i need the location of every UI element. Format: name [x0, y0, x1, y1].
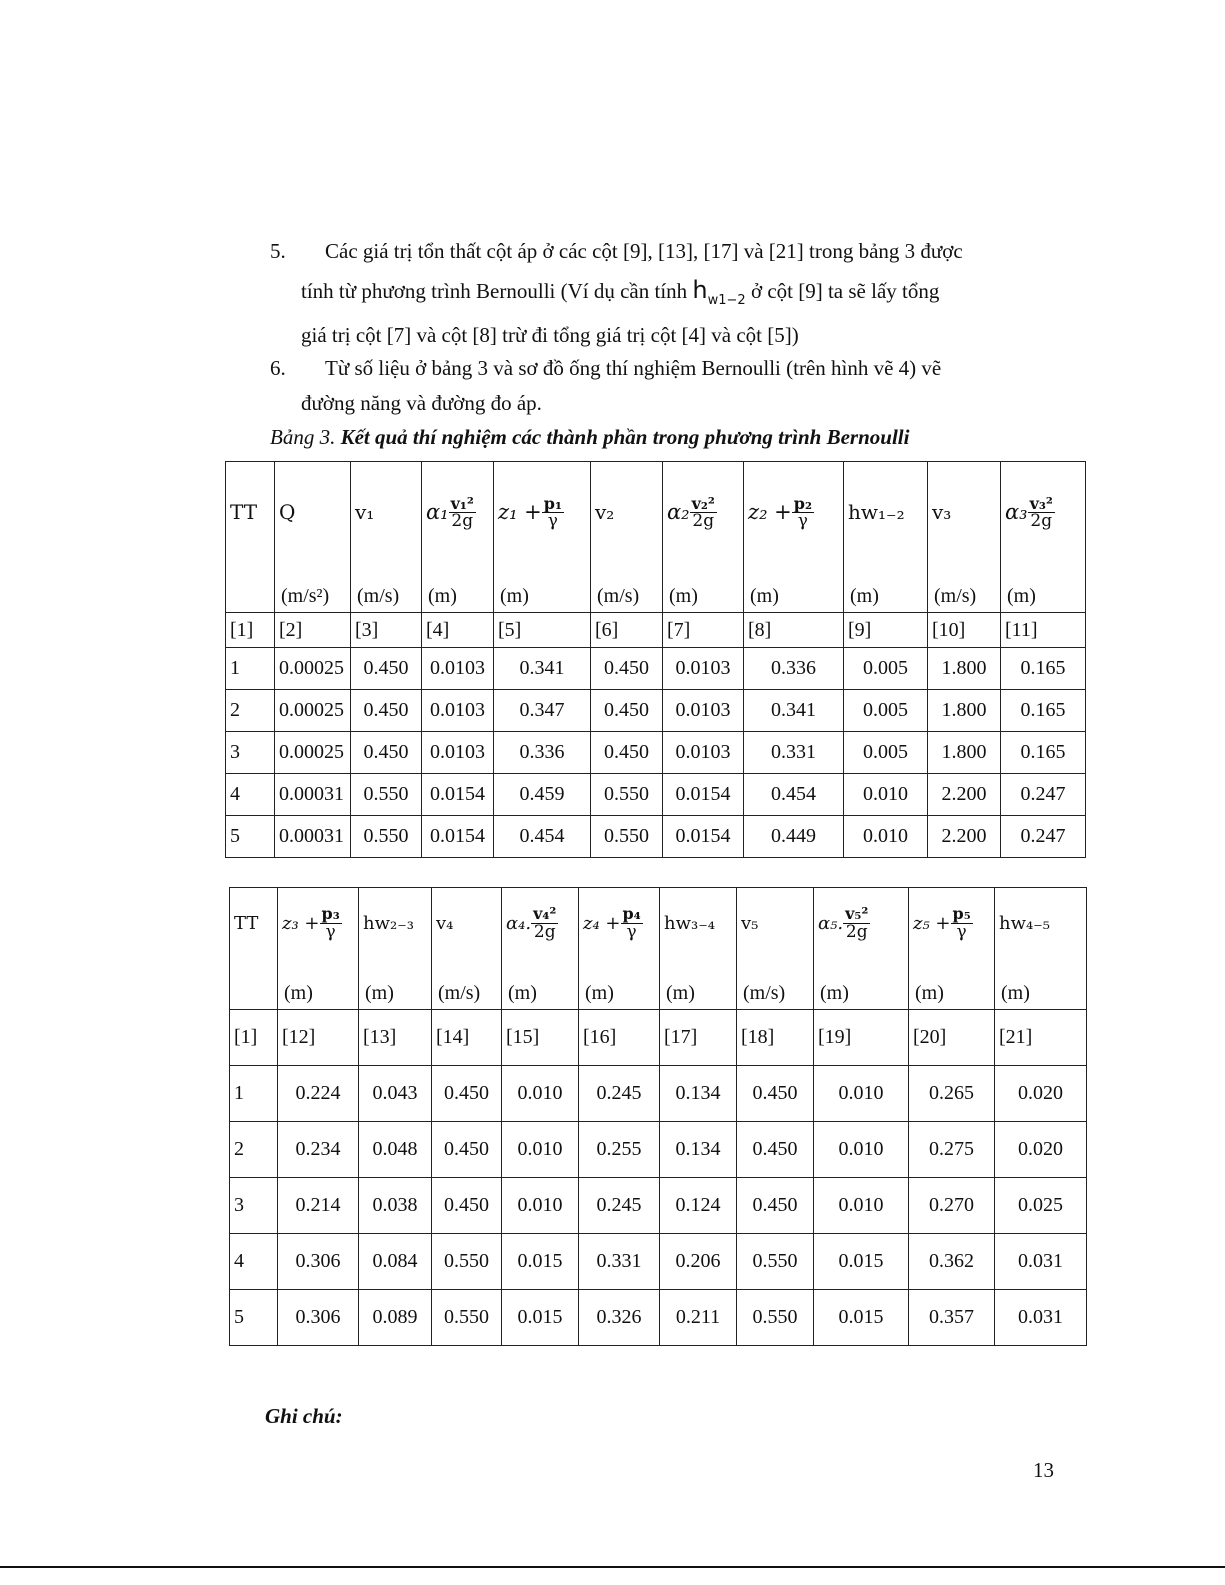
paragraph-5-line-1: Các giá trị tổn thất cột áp ở các cột [9], [13], [17] và [21] trong bảng 3 được: [325, 239, 963, 263]
table-cell: 0.336: [744, 648, 844, 690]
column-id-cell: [16]: [579, 1010, 660, 1066]
fraction: $\frac{\text{p₂}}{\gamma}$: [793, 493, 812, 532]
column-id-cell: [3]: [351, 613, 422, 648]
table-cell: 0.020: [995, 1066, 1087, 1122]
column-id-cell: [12]: [278, 1010, 359, 1066]
table-cell: 0.550: [351, 774, 422, 816]
table-cell: 0.031: [995, 1234, 1087, 1290]
table-cell: 0.245: [579, 1066, 660, 1122]
table-cell: 0.005: [844, 690, 928, 732]
column-id-cell: [5]: [494, 613, 591, 648]
caption-title: Kết quả thí nghiệm các thành phần trong phương trình Bernoulli: [340, 425, 910, 449]
table-cell: 0.270: [909, 1178, 995, 1234]
column-id-cell: [10]: [928, 613, 1001, 648]
paragraph-5-line-2-end: ở cột [9] ta sẽ lấy tổng: [745, 279, 940, 303]
table-cell: 0.214: [278, 1178, 359, 1234]
table-cell: 0.0103: [663, 648, 744, 690]
table-cell: 0.00025: [275, 648, 351, 690]
table-cell: 0.357: [909, 1290, 995, 1346]
table-cell: 0.454: [494, 816, 591, 858]
column-symbol: α₃ $\frac{\text{v₃²}}{2g}$: [1005, 493, 1053, 532]
table-cell: 0.031: [995, 1290, 1087, 1346]
column-id-cell: [20]: [909, 1010, 995, 1066]
column-symbol: TT: [230, 500, 258, 524]
column-symbol: z₂ + $\frac{\text{p₂}}{\gamma}$: [748, 493, 812, 532]
header-cell: [351, 462, 422, 613]
table-cell: 0.459: [494, 774, 591, 816]
table-cell: 3: [230, 1178, 278, 1234]
item-number: 6.: [270, 356, 286, 380]
table-cell: 1.800: [928, 732, 1001, 774]
table-cell: 0.015: [502, 1234, 579, 1290]
column-symbol: hw₂₋₃: [363, 913, 414, 934]
table-row: [230, 1290, 1087, 1346]
table-cell: 0.0103: [422, 648, 494, 690]
table-cell: 0.0154: [663, 774, 744, 816]
column-symbol: hw₁₋₂: [848, 500, 905, 524]
table-cell: 0.550: [432, 1234, 502, 1290]
table-cell: 0.550: [591, 774, 663, 816]
column-id-cell: [17]: [660, 1010, 737, 1066]
column-unit: (m): [500, 585, 529, 607]
table-cell: 0.234: [278, 1122, 359, 1178]
column-symbol: v₂: [595, 500, 615, 524]
table-cell: 0.0103: [663, 690, 744, 732]
fraction: $\frac{\text{v₂²}}{2g}$: [691, 493, 715, 532]
column-id-cell: [6]: [591, 613, 663, 648]
column-id-cell: [14]: [432, 1010, 502, 1066]
column-id-cell: [2]: [275, 613, 351, 648]
table-cell: 0.165: [1001, 732, 1086, 774]
column-unit: (m): [669, 585, 698, 607]
header-cell: [432, 888, 502, 1010]
column-symbol: hw₄₋₅: [999, 913, 1050, 934]
table-cell: 0.265: [909, 1066, 995, 1122]
table-cell: 0.245: [579, 1178, 660, 1234]
column-id-row: [226, 613, 1086, 648]
column-symbol: v₅: [741, 913, 759, 934]
table-cell: 0.00031: [275, 816, 351, 858]
table-cell: 1.800: [928, 648, 1001, 690]
header-row: [226, 462, 1086, 613]
note-label: Ghi chú:: [265, 1404, 343, 1428]
table-cell: 0.010: [844, 816, 928, 858]
column-symbol: Q: [279, 500, 296, 524]
table-cell: 5: [226, 816, 275, 858]
table-cell: 2.200: [928, 774, 1001, 816]
table-cell: 0.454: [744, 774, 844, 816]
table-cell: 2: [230, 1122, 278, 1178]
table-cell: 0.0154: [422, 774, 494, 816]
column-symbol: z₅ + $\frac{\text{p₅}}{\gamma}$: [913, 904, 971, 942]
column-unit: (m): [1001, 982, 1030, 1004]
page-number: 13: [1033, 1458, 1054, 1482]
table-cell: 0.341: [744, 690, 844, 732]
table-cell: 0.247: [1001, 816, 1086, 858]
table-cell: 5: [230, 1290, 278, 1346]
table-cell: 0.341: [494, 648, 591, 690]
table-row: [226, 732, 1086, 774]
column-id-cell: [19]: [814, 1010, 909, 1066]
caption-prefix: Bảng 3.: [270, 425, 341, 449]
header-cell: [359, 888, 432, 1010]
column-symbol: z₃ + $\frac{\text{p₃}}{\gamma}$: [282, 904, 340, 942]
header-cell: [230, 888, 278, 1010]
column-unit: (m): [915, 982, 944, 1004]
table-cell: 0.134: [660, 1066, 737, 1122]
header-cell: [737, 888, 814, 1010]
table-cell: 0.015: [814, 1290, 909, 1346]
fraction: $\frac{\text{v₅²}}{2g}$: [845, 904, 869, 942]
header-cell: [278, 888, 359, 1010]
column-symbol: z₄ + $\frac{\text{p₄}}{\gamma}$: [583, 904, 641, 942]
table-cell: 0.347: [494, 690, 591, 732]
table-cell: 0.010: [502, 1178, 579, 1234]
table-cell: 4: [226, 774, 275, 816]
table-cell: 0.0103: [663, 732, 744, 774]
table-cell: 0.255: [579, 1122, 660, 1178]
table-row: [230, 1234, 1087, 1290]
table-cell: 0.550: [737, 1234, 814, 1290]
table-cell: 0.450: [351, 732, 422, 774]
table-cell: 0.124: [660, 1178, 737, 1234]
column-id-cell: [8]: [744, 613, 844, 648]
table-row: [226, 690, 1086, 732]
fraction: $\frac{\text{p₃}}{\gamma}$: [321, 904, 340, 942]
table-cell: 0.0103: [422, 690, 494, 732]
column-unit: (m): [850, 585, 879, 607]
table-cell: 0.450: [432, 1122, 502, 1178]
table-row: [226, 648, 1086, 690]
column-id-cell: [11]: [1001, 613, 1086, 648]
head-loss-symbol: $h_{w1-2}$: [692, 276, 746, 308]
table-cell: 0.449: [744, 816, 844, 858]
table-cell: 0.015: [502, 1290, 579, 1346]
table-cell: 0.038: [359, 1178, 432, 1234]
table-cell: 0.450: [591, 690, 663, 732]
table-cell: 0.00025: [275, 690, 351, 732]
table-cell: 0.331: [579, 1234, 660, 1290]
column-symbol: v₃: [932, 500, 952, 524]
column-unit: (m/s²): [281, 585, 330, 607]
header-cell: [591, 462, 663, 613]
header-cell: [928, 462, 1001, 613]
column-id-cell: [9]: [844, 613, 928, 648]
table-cell: 0.089: [359, 1290, 432, 1346]
table-cell: 0.306: [278, 1290, 359, 1346]
header-row: [230, 888, 1087, 1010]
fraction: $\frac{\text{p₄}}{\gamma}$: [622, 904, 641, 942]
header-cell: [1001, 462, 1086, 613]
column-id-cell: [1]: [226, 613, 275, 648]
column-unit: (m/s): [438, 982, 481, 1004]
table-cell: 0.165: [1001, 648, 1086, 690]
table-cell: 0.00031: [275, 774, 351, 816]
table-cell: 0.010: [814, 1066, 909, 1122]
table-cell: 0.306: [278, 1234, 359, 1290]
table-cell: 0.134: [660, 1122, 737, 1178]
fraction: $\frac{\text{p₁}}{\gamma}$: [543, 493, 562, 532]
table-cell: 0.550: [432, 1290, 502, 1346]
column-symbol: z₁ + $\frac{\text{p₁}}{\gamma}$: [498, 493, 562, 532]
table-cell: 0.005: [844, 648, 928, 690]
table-cell: 0.211: [660, 1290, 737, 1346]
column-id-row: [230, 1010, 1087, 1066]
table-cell: 0.010: [502, 1122, 579, 1178]
column-unit: (m): [365, 982, 394, 1004]
table-cell: 0.450: [432, 1178, 502, 1234]
paragraph-5-line-3: giá trị cột [7] và cột [8] trừ đi tổng giá trị cột [4] và cột [5]): [301, 322, 799, 347]
header-cell: [275, 462, 351, 613]
table-cell: 0.0154: [663, 816, 744, 858]
paragraph-5: [270, 234, 1060, 353]
header-cell: [660, 888, 737, 1010]
paragraph-6: [270, 351, 1060, 421]
table-row: [226, 816, 1086, 858]
table-cell: 0.450: [351, 690, 422, 732]
table-cell: 0.010: [814, 1178, 909, 1234]
table-cell: 0.450: [591, 648, 663, 690]
table-row: [226, 774, 1086, 816]
column-id-cell: [1]: [230, 1010, 278, 1066]
column-id-cell: [4]: [422, 613, 494, 648]
column-symbol: α₅. $\frac{\text{v₅²}}{2g}$: [818, 904, 869, 942]
fraction: $\frac{\text{v₁²}}{2g}$: [450, 493, 474, 532]
table-cell: 0.450: [737, 1066, 814, 1122]
column-unit: (m/s): [934, 585, 977, 607]
table-cell: 0.048: [359, 1122, 432, 1178]
table-cell: 1: [226, 648, 275, 690]
table-row: [230, 1066, 1087, 1122]
table-cell: 0.450: [591, 732, 663, 774]
column-id-cell: [7]: [663, 613, 744, 648]
table-cell: 0.275: [909, 1122, 995, 1178]
table-cell: 0.336: [494, 732, 591, 774]
table-cell: 0.247: [1001, 774, 1086, 816]
item-number: 5.: [270, 239, 286, 263]
results-table-1: [225, 461, 1086, 858]
column-unit: (m): [666, 982, 695, 1004]
table-cell: 0.165: [1001, 690, 1086, 732]
table-cell: 0.084: [359, 1234, 432, 1290]
table-cell: 0.020: [995, 1122, 1087, 1178]
header-cell: [579, 888, 660, 1010]
table-caption: [270, 425, 909, 450]
table-cell: 0.005: [844, 732, 928, 774]
table-cell: 0.0103: [422, 732, 494, 774]
table-cell: 0.326: [579, 1290, 660, 1346]
column-unit: (m): [1007, 585, 1036, 607]
table-cell: 0.206: [660, 1234, 737, 1290]
table-cell: 2.200: [928, 816, 1001, 858]
table-cell: 0.450: [351, 648, 422, 690]
table-cell: 0.025: [995, 1178, 1087, 1234]
table-cell: 0.015: [814, 1234, 909, 1290]
table-cell: 0.010: [502, 1066, 579, 1122]
table-cell: 0.010: [844, 774, 928, 816]
column-symbol: α₁ $\frac{\text{v₁²}}{2g}$: [426, 493, 474, 532]
column-symbol: α₄. $\frac{\text{v₄²}}{2g}$: [506, 904, 557, 942]
fraction: $\frac{\text{v₄²}}{2g}$: [533, 904, 557, 942]
column-symbol: hw₃₋₄: [664, 913, 715, 934]
column-unit: (m): [820, 982, 849, 1004]
table-cell: 0.450: [737, 1122, 814, 1178]
table-cell: 1: [230, 1066, 278, 1122]
paragraph-6-line-2: đường năng và đường đo áp.: [301, 391, 542, 415]
header-cell: [844, 462, 928, 613]
table-cell: 0.0154: [422, 816, 494, 858]
header-cell: [494, 462, 591, 613]
header-cell: [422, 462, 494, 613]
column-id-cell: [21]: [995, 1010, 1087, 1066]
table-cell: 1.800: [928, 690, 1001, 732]
table-cell: 0.00025: [275, 732, 351, 774]
table-row: [230, 1122, 1087, 1178]
column-symbol: TT: [234, 913, 259, 934]
table-cell: 0.450: [432, 1066, 502, 1122]
header-cell: [226, 462, 275, 613]
table-cell: 0.550: [591, 816, 663, 858]
table-cell: 0.550: [737, 1290, 814, 1346]
table-cell: 4: [230, 1234, 278, 1290]
table-cell: 0.043: [359, 1066, 432, 1122]
column-symbol: v₄: [436, 913, 454, 934]
header-cell: [814, 888, 909, 1010]
fraction: $\frac{\text{v₃²}}{2g}$: [1029, 493, 1053, 532]
column-unit: (m/s): [743, 982, 786, 1004]
table-cell: 3: [226, 732, 275, 774]
table-cell: 0.331: [744, 732, 844, 774]
column-unit: (m/s): [357, 585, 400, 607]
header-cell: [909, 888, 995, 1010]
paragraph-6-line-1: Từ số liệu ở bảng 3 và sơ đồ ống thí nghiệm Bernoulli (trên hình vẽ 4) vẽ: [325, 356, 942, 380]
table-cell: 0.450: [737, 1178, 814, 1234]
page-bottom-rule: [0, 1566, 1225, 1568]
column-id-cell: [13]: [359, 1010, 432, 1066]
results-table-2: [229, 887, 1087, 1346]
column-unit: (m): [585, 982, 614, 1004]
table-row: [230, 1178, 1087, 1234]
header-cell: [663, 462, 744, 613]
fraction: $\frac{\text{p₅}}{\gamma}$: [952, 904, 971, 942]
table-cell: 0.224: [278, 1066, 359, 1122]
column-unit: (m): [284, 982, 313, 1004]
column-symbol: α₂ $\frac{\text{v₂²}}{2g}$: [667, 493, 715, 532]
header-cell: [995, 888, 1087, 1010]
column-symbol: v₁: [355, 500, 375, 524]
column-unit: (m): [508, 982, 537, 1004]
table-cell: 0.550: [351, 816, 422, 858]
table-cell: 2: [226, 690, 275, 732]
column-id-cell: [15]: [502, 1010, 579, 1066]
table-cell: 0.010: [814, 1122, 909, 1178]
header-cell: [502, 888, 579, 1010]
header-cell: [744, 462, 844, 613]
column-unit: (m): [428, 585, 457, 607]
table-cell: 0.362: [909, 1234, 995, 1290]
column-unit: (m/s): [597, 585, 640, 607]
column-unit: (m): [750, 585, 779, 607]
paragraph-5-line-2-start: tính từ phương trình Bernoulli (Ví dụ cần tính: [301, 279, 693, 303]
column-id-cell: [18]: [737, 1010, 814, 1066]
